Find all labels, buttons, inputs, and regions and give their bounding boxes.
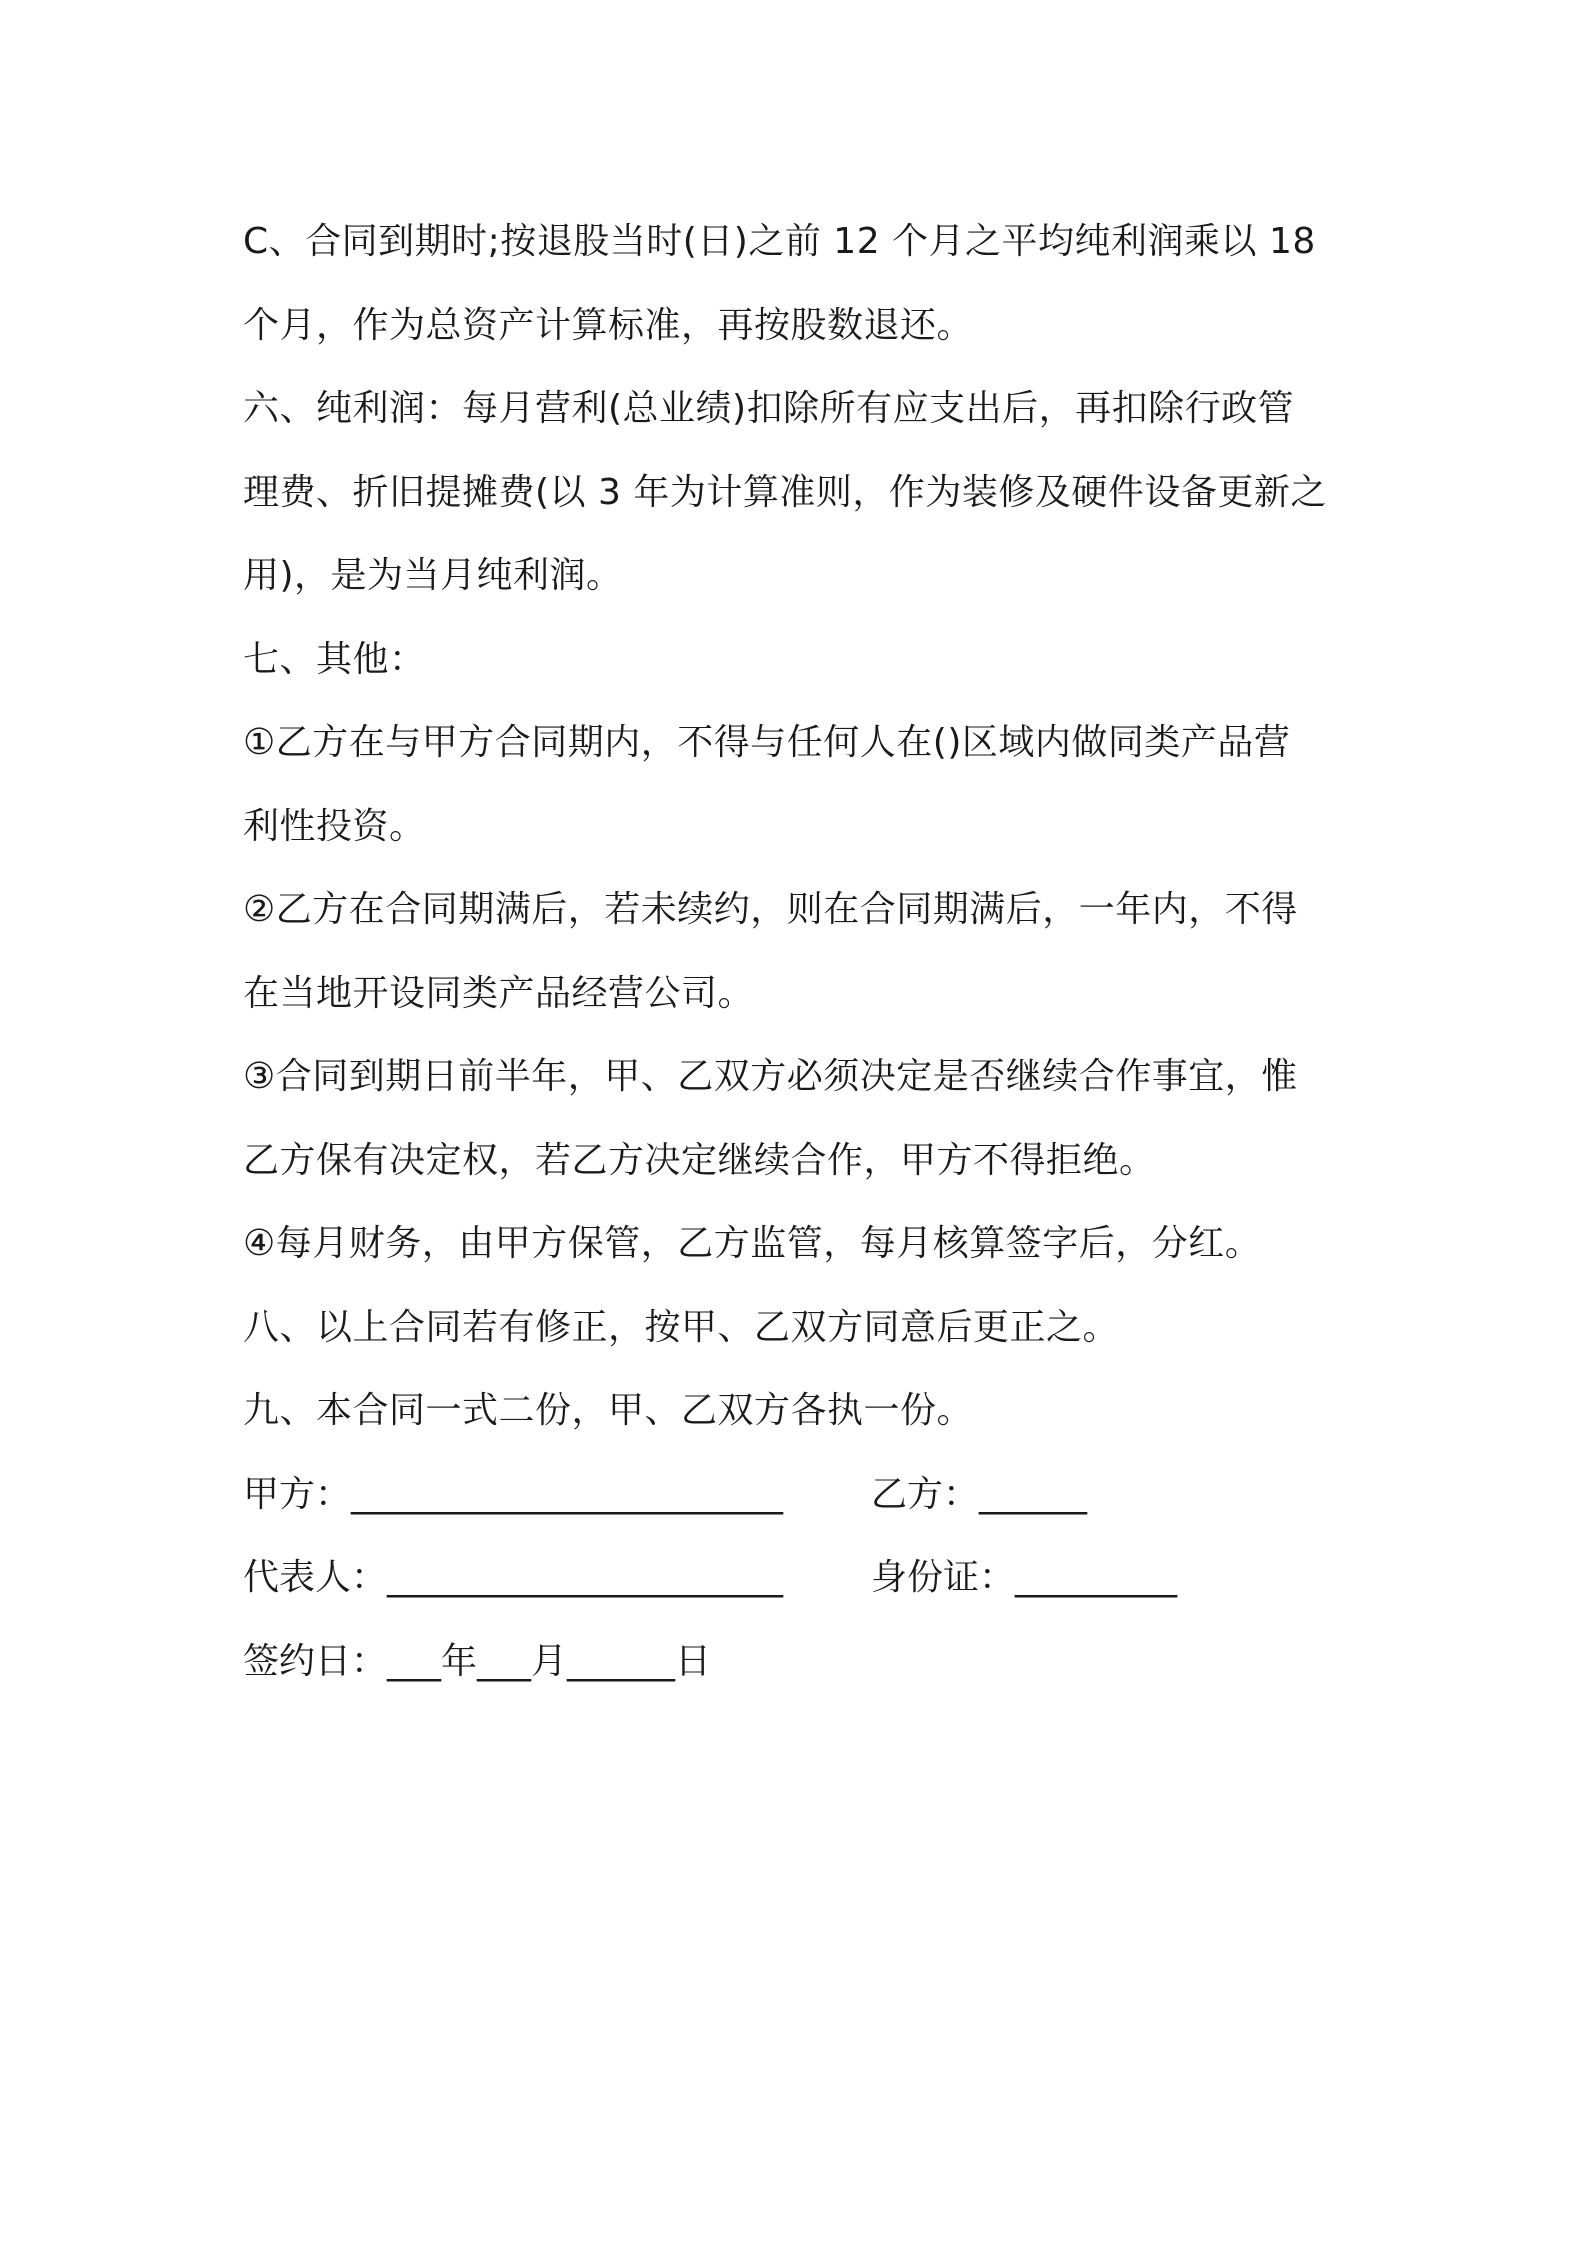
text-line: 六、纯利润：每月营利(总业绩)扣除所有应支出后，再扣除行政管 (243, 388, 1295, 429)
text-line: 乙方保有决定权，若乙方决定继续合作，甲方不得拒绝。 (243, 1139, 1156, 1181)
id-card-field: 身份证：_________ (871, 1557, 1178, 1598)
text-line: ③合同到期日前半年，甲、乙双方必须决定是否继续合作事宜，惟 (243, 1056, 1298, 1097)
text-line: 理费、折旧提摊费(以 3 年为计算准则，作为装修及硬件设备更新之 (243, 471, 1327, 513)
sign-date-field: 签约日：___年___月______日 (243, 1640, 712, 1682)
section-heading: 七、其他： (243, 638, 426, 680)
document-body (243, 200, 1363, 1703)
signature-row-identity (243, 1536, 1363, 1620)
text-line: 九、本合同一式二份，甲、乙双方各执一份。 (243, 1390, 974, 1431)
party-b-field: 乙方：______ (871, 1473, 1088, 1515)
text-line: C、合同到期时;按退股当时(日)之前 12 个月之平均纯利润乘以 18 (243, 221, 1316, 262)
representative-field: 代表人：______________________ (243, 1557, 784, 1598)
text-line: 八、以上合同若有修正，按甲、乙双方同意后更正之。 (243, 1306, 1120, 1348)
text-line: 个月，作为总资产计算标准，再按股数退还。 (243, 304, 974, 346)
text-line: ②乙方在合同期满后，若未续约，则在合同期满后，一年内，不得 (243, 889, 1298, 930)
text-line: 在当地开设同类产品经营公司。 (243, 972, 755, 1014)
party-a-field: 甲方：________________________ (243, 1473, 784, 1515)
text-line: ①乙方在与甲方合同期内，不得与任何人在()区域内做同类产品营 (243, 722, 1291, 763)
text-line: 利性投资。 (243, 805, 426, 847)
text-line: ④每月财务，由甲方保管，乙方监管，每月核算签字后，分红。 (243, 1223, 1262, 1264)
signature-row-parties (243, 1453, 1363, 1537)
text-line: 用)，是为当月纯利润。 (243, 555, 623, 596)
signature-row-date (243, 1620, 1363, 1704)
